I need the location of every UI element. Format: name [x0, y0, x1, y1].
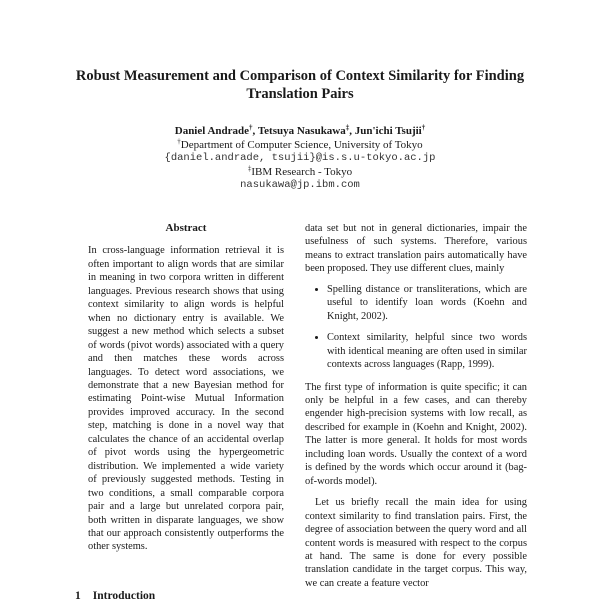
paragraph: The first type of information is quite specific; it can only be helpful in a few cases, and can thereby engender high-precision systems with low recall, as described for example in (Koehn and Knight, 2002). The latter is more general. It holds for most words including loan words. Usually the context of a word is defined by the words which occur around it (bag-of-words model).: [305, 381, 527, 487]
affiliation-2: [60, 163, 540, 180]
left-column: [88, 222, 284, 554]
author-separator: ,: [252, 125, 258, 137]
author-3: Jun'ichi Tsujii: [354, 125, 422, 137]
section-number: 1: [75, 590, 81, 602]
author-names: [60, 125, 540, 139]
affiliation-1-mark: †: [177, 136, 181, 145]
author-1: Daniel Andrade: [174, 125, 250, 137]
section-title: Introduction: [92, 590, 156, 602]
author-2-mark: ‡: [345, 123, 350, 132]
paragraph: data set but not in general dictionaries, impair the usefulness of such systems. Therefore, various means to extract translation pairs automatically have been proposed. They use different clues, mainly: [305, 223, 527, 275]
section-heading-introduction: [75, 590, 155, 602]
bullet-item: • Spelling distance or transliterations, which are useful to identify loan words (Koehn and Knight, 2002).: [327, 283, 527, 323]
abstract-text: In cross-language information retrieval it is often important to align words that are similar in meaning in two corpora written in different languages. Previous research shows that using context similarity to align words is helpful when no dictionary entry is available. We suggest a new method which selects a subset of words (pivot words) associated with a query and then matches these words across languages. To detect word associations, we demonstrate that a new Bayesian method for estimating Point-wise Mutual Information provides improved accuracy. In the second step, matching is done in a novel way that calculates the chance of an accidental overlap of pivot words using the hypergeometric distribution. We implemented a wide variety of previously suggested methods. Testing in two conditions, a small comparable corpora pair and a large but unrelated corpora pair, both written in disparate languages, we show that our approach consistently outperforms the other systems.: [88, 245, 284, 553]
author-2: Tetsuya Nasukawa: [257, 125, 346, 137]
abstract-heading: Abstract: [165, 222, 207, 234]
right-column: [305, 222, 527, 590]
bullet-item: • Context similarity, helpful since two words with identical meaning are often used in similar contexts across languages (Rapp, 1999).: [327, 331, 527, 371]
author-1-mark: †: [249, 123, 253, 132]
author-separator: ,: [349, 125, 355, 137]
affiliation-1-name: Department of Computer Science, University of Tokyo: [180, 138, 423, 151]
bullet-list: [305, 283, 527, 372]
author-3-mark: †: [421, 123, 426, 132]
author-block: [60, 125, 540, 193]
affiliation-1: [60, 136, 540, 153]
paper-title: Robust Measurement and Comparison of Context Similarity for Finding Translation Pairs: [75, 68, 525, 102]
affiliation-2-mark: ‡: [247, 163, 252, 172]
affiliation-2-email: nasukawa@jp.ibm.com: [240, 179, 360, 191]
affiliation-2-name: IBM Research - Tokyo: [251, 165, 353, 178]
affiliation-1-email: {daniel.andrade, tsujii}@is.s.u-tokyo.ac.jp: [164, 152, 436, 164]
paragraph: Let us briefly recall the main idea for using context similarity to find translation pairs. First, the degree of association between the query word and all content words is measured with respect to the corpus at hand. The same is done for every possible translation candidate in the target corpus. This way, we can create a feature vector: [305, 497, 527, 589]
